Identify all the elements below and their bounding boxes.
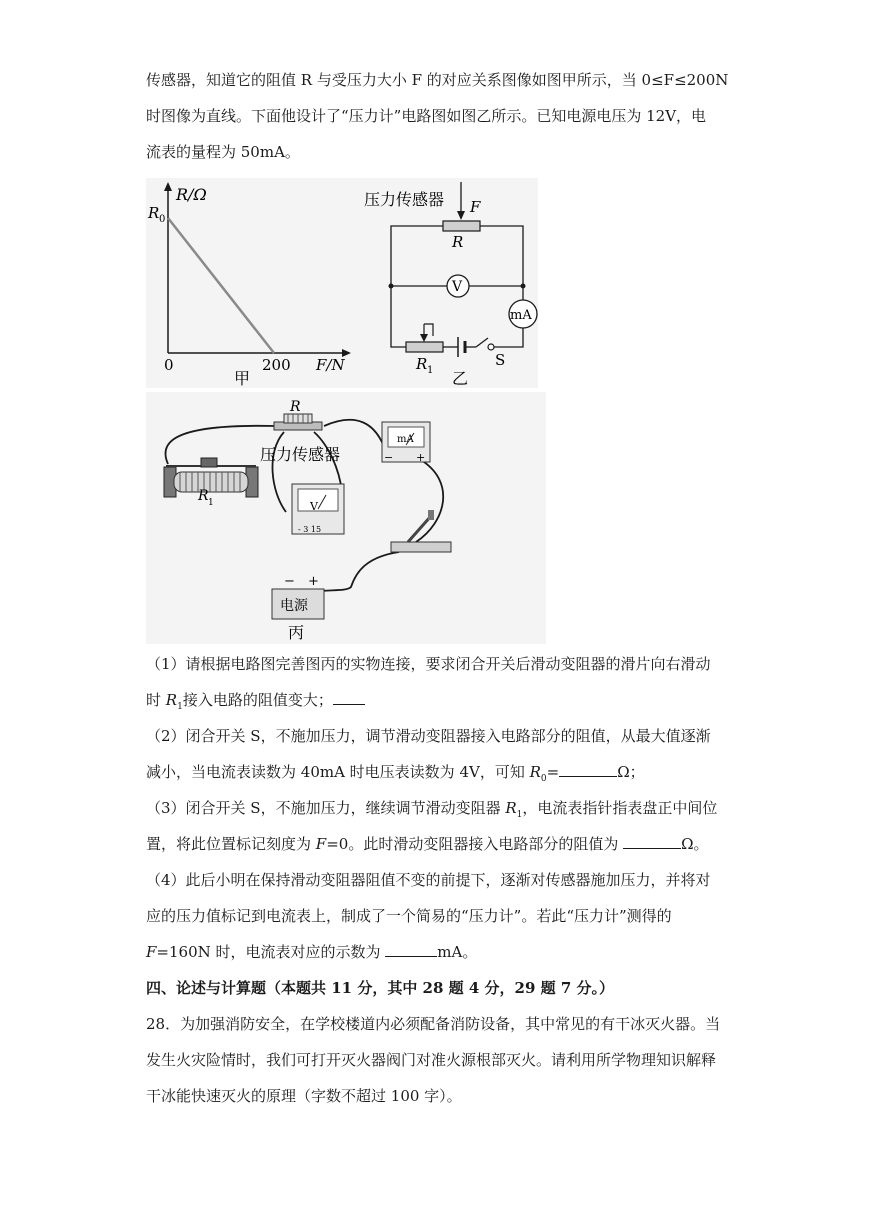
ammeter-minus: − (384, 451, 394, 464)
sensor-resistor (443, 221, 480, 231)
x-axis-label: F/N (316, 356, 345, 374)
q1-answer-blank[interactable] (333, 690, 365, 705)
q2-line-2 (146, 762, 645, 789)
q3-answer-blank[interactable] (623, 834, 681, 849)
q28-line-1: 28．为加强消防安全，在学校楼道内必须配备消防设备，其中常见的有干冰灭火器。当 (146, 1015, 721, 1033)
rheostat-r1-label: R (198, 488, 209, 504)
q3-l2-middle: =0。此时滑动变阻器接入电路部分的阻值为 (326, 835, 624, 853)
ammeter-device-label: mA (397, 434, 414, 445)
figure-bing-apparatus (146, 392, 546, 644)
origin-label: 0 (164, 356, 174, 374)
sensor-label: 压力传感器 (364, 190, 445, 209)
caption-yi: 乙 (452, 369, 469, 388)
voltmeter-label: V (452, 279, 463, 295)
r1-subscript: 1 (427, 365, 434, 376)
y-axis-label: R/Ω (176, 185, 207, 204)
q2-l2-prefix: 减小，当电流表读数为 40mA 时电压表读数为 4V，可知 (146, 763, 530, 781)
caption-jia: 甲 (234, 369, 251, 388)
q4-line-1: （4）此后小明在保持滑动变阻器阻值不变的前提下，逐渐对传感器施加压力，并将对 (146, 871, 711, 889)
r0-subscript: 0 (159, 214, 166, 225)
r1-label: R (416, 355, 428, 373)
q1-l2-suffix: 接入电路的阻值变大； (182, 691, 333, 709)
q3-line-1 (146, 798, 717, 825)
q28-line-3: 干冰能快速灭火的原理（字数不超过 100 字）。 (146, 1087, 462, 1105)
figure-yi-circuit (358, 178, 538, 388)
q1-var-r: R (165, 691, 178, 709)
q3-l2-prefix: 置，将此位置标记刻度为 (146, 835, 316, 853)
ammeter-plus: + (416, 451, 426, 464)
battery-plus: + (308, 574, 319, 589)
intro-line-2: 时图像为直线。下面他设计了“压力计”电路图如图乙所示。已知电源电压为 12V，电 (146, 107, 707, 125)
q3-line-2 (146, 834, 709, 854)
q2-answer-blank[interactable] (559, 762, 617, 777)
power-supply-label: 电源 (280, 598, 308, 614)
q4-line-3 (146, 942, 477, 962)
q3-var-f: F (315, 835, 327, 853)
q4-answer-blank[interactable] (385, 942, 437, 957)
q2-unit: Ω； (617, 763, 645, 781)
caption-bing: 丙 (288, 623, 305, 642)
ammeter-label: mA (510, 308, 532, 323)
q4-var-f: F (146, 943, 157, 961)
q3-unit: Ω。 (681, 835, 709, 853)
q1-line-1: （1）请根据电路图完善图丙的实物连接，要求闭合开关后滑动变阻器的滑片向右滑动 (146, 655, 711, 673)
q1-l2-prefix: 时 (146, 691, 166, 709)
r-label: R (452, 233, 464, 251)
voltmeter-terminals: - 3 15 (298, 525, 322, 534)
q1-line-2 (146, 690, 365, 717)
q2-line-1: （2）闭合开关 S，不施加压力，调节滑动变阻器接入电路部分的阻值，从最大值逐渐 (146, 727, 711, 745)
q28-line-2: 发生火灾险情时，我们可打开灭火器阀门对准火源根部灭火。请利用所学物理知识解释 (146, 1051, 717, 1069)
sensor-label-bing: 压力传感器 (260, 445, 341, 464)
rheostat-symbol (406, 342, 443, 352)
q3-l1-suffix: ，电流表指针指表盘正中间位 (522, 799, 718, 817)
q2-var-r: R (529, 763, 541, 781)
intro-line-1: 传感器，知道它的阻值 R 与受压力大小 F 的对应关系图像如图甲所示，当 0≤F≤200N (146, 71, 729, 89)
figure-jia-graph (146, 178, 366, 388)
q4-unit: mA。 (437, 943, 478, 961)
q1-var-sub: 1 (177, 702, 183, 712)
q4-l3-middle: =160N 时，电流表对应的示数为 (156, 943, 386, 961)
rheostat-r1-subscript: 1 (208, 498, 214, 508)
q3-var-r: R (505, 799, 517, 817)
q4-line-2: 应的压力值标记到电流表上，制成了一个简易的“压力计”。若此“压力计”测得的 (146, 907, 672, 925)
battery-minus: − (284, 574, 295, 589)
section-4-heading: 四、论述与计算题（本题共 11 分，其中 28 题 4 分，29 题 7 分。） (146, 979, 614, 997)
force-label: F (470, 198, 481, 216)
r0-label: R (148, 204, 160, 222)
switch-label: S (495, 351, 506, 369)
voltmeter-device-label: V (310, 500, 318, 513)
intro-line-3: 流表的量程为 50mA。 (146, 143, 300, 161)
q2-equals: = (546, 763, 560, 781)
sensor-r-label: R (290, 399, 301, 415)
q2-var-sub: 0 (540, 774, 547, 784)
q3-var-sub: 1 (516, 810, 523, 820)
q3-l1-prefix: （3）闭合开关 S，不施加压力，继续调节滑动变阻器 (146, 799, 506, 817)
x-tick-200: 200 (262, 356, 291, 374)
